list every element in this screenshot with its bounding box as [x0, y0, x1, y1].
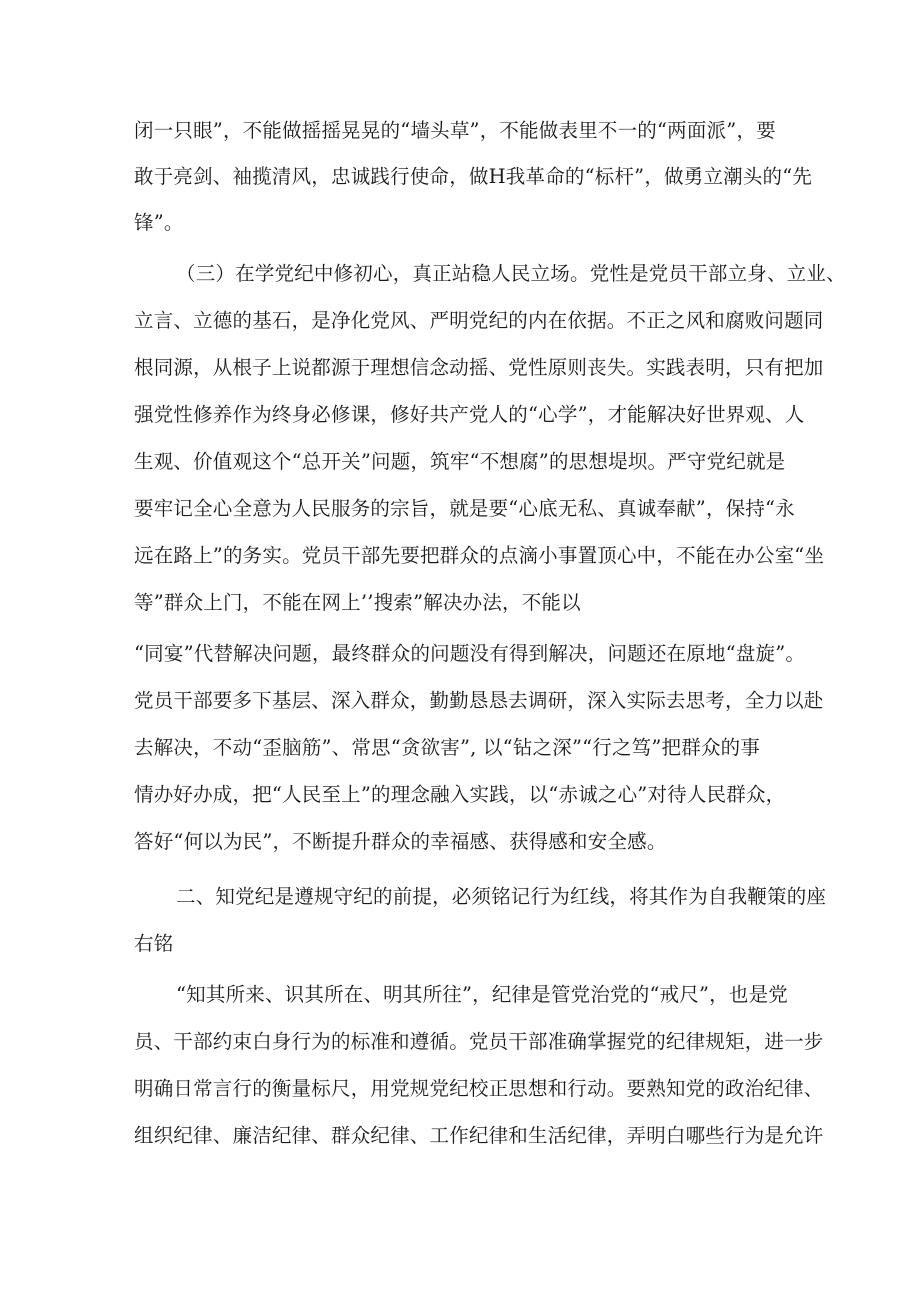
section-heading: 二、知党纪是遵规守纪的前提，必须铭记行为红线，将其作为自我鞭策的座	[176, 885, 827, 908]
text-line: 组织纪律、廉洁纪律、群众纪律、工作纪律和生活纪律，弄明白哪些行为是允许	[134, 1124, 824, 1147]
text-line: 闭一只眼”，不能做摇摇晃晃的“墙头草”，不能做表里不一的“两面派”，要	[134, 119, 776, 142]
text-line: “同宴”代替解决问题，最终群众的问题没有得到解决，问题还在原地“盘旋”。	[134, 642, 806, 665]
section-heading: 右铭	[134, 932, 174, 955]
text-line: 明确日常言行的衡量标尺，用党规党纪校正思想和行动。要熟知党的政治纪律、	[134, 1077, 824, 1100]
text-line: 根同源，从根子上说都源于理想信念动摇、党性原则丧失。实践表明，只有把加	[134, 356, 824, 379]
text-line: 去解决，不动“歪脑筋”、常思“贪欲害”, 以“钻之深”“行之笃”把群众的事	[134, 736, 761, 759]
text-line: “知其所来、识其所在、明其所往”，纪律是管党治党的“戒尺”，也是党	[176, 983, 788, 1006]
text-line: 党员干部要多下基层、深入群众，勤勤恳恳去调研，深入实际去思考，全力以赴	[134, 689, 824, 712]
text-line: 强党性修养作为终身必修课，修好共产党人的“心学”，才能解决好世界观、人	[134, 403, 805, 426]
text-line: （三）在学党纪中修初心，真正站稳人民立场。党性是党员干部立身、立业、	[176, 262, 846, 285]
text-line: 员、干部约束白身行为的标准和遵循。党员干部准确掌握党的纪律规矩，进一步	[134, 1030, 824, 1053]
text-line: 立言、立德的基石，是净化党风、严明党纪的内在依据。不正之风和腐败问题同	[134, 309, 824, 332]
text-line: 答好“何以为民”，不断提升群众的幸福感、获得感和安全感。	[134, 830, 667, 853]
text-line: 远在路上”的务实。党员干部先要把群众的点滴小事置顶心中，不能在办公室“坐	[134, 544, 825, 567]
text-line: 情办好办成，把“人民至上”的理念融入实践，以“赤诚之心”对待人民群众，	[134, 783, 786, 806]
text-line: 锋”。	[134, 211, 184, 234]
text-line: 敢于亮剑、袖揽清风，忠诚践行使命，做H我革命的“标杆”，做勇立潮头的“先	[134, 165, 813, 188]
text-line: 等”群众上门，不能在网上’’搜索”解决办法，不能以	[134, 591, 581, 614]
text-line: 要牢记全心全意为人民服务的宗旨，就是要“心底无私、真诚奉献”，保持“永	[134, 497, 795, 520]
text-line: 生观、价值观这个“总开关”问题，筑牢“不想腐”的思想堤坝。严守党纪就是	[134, 450, 786, 473]
